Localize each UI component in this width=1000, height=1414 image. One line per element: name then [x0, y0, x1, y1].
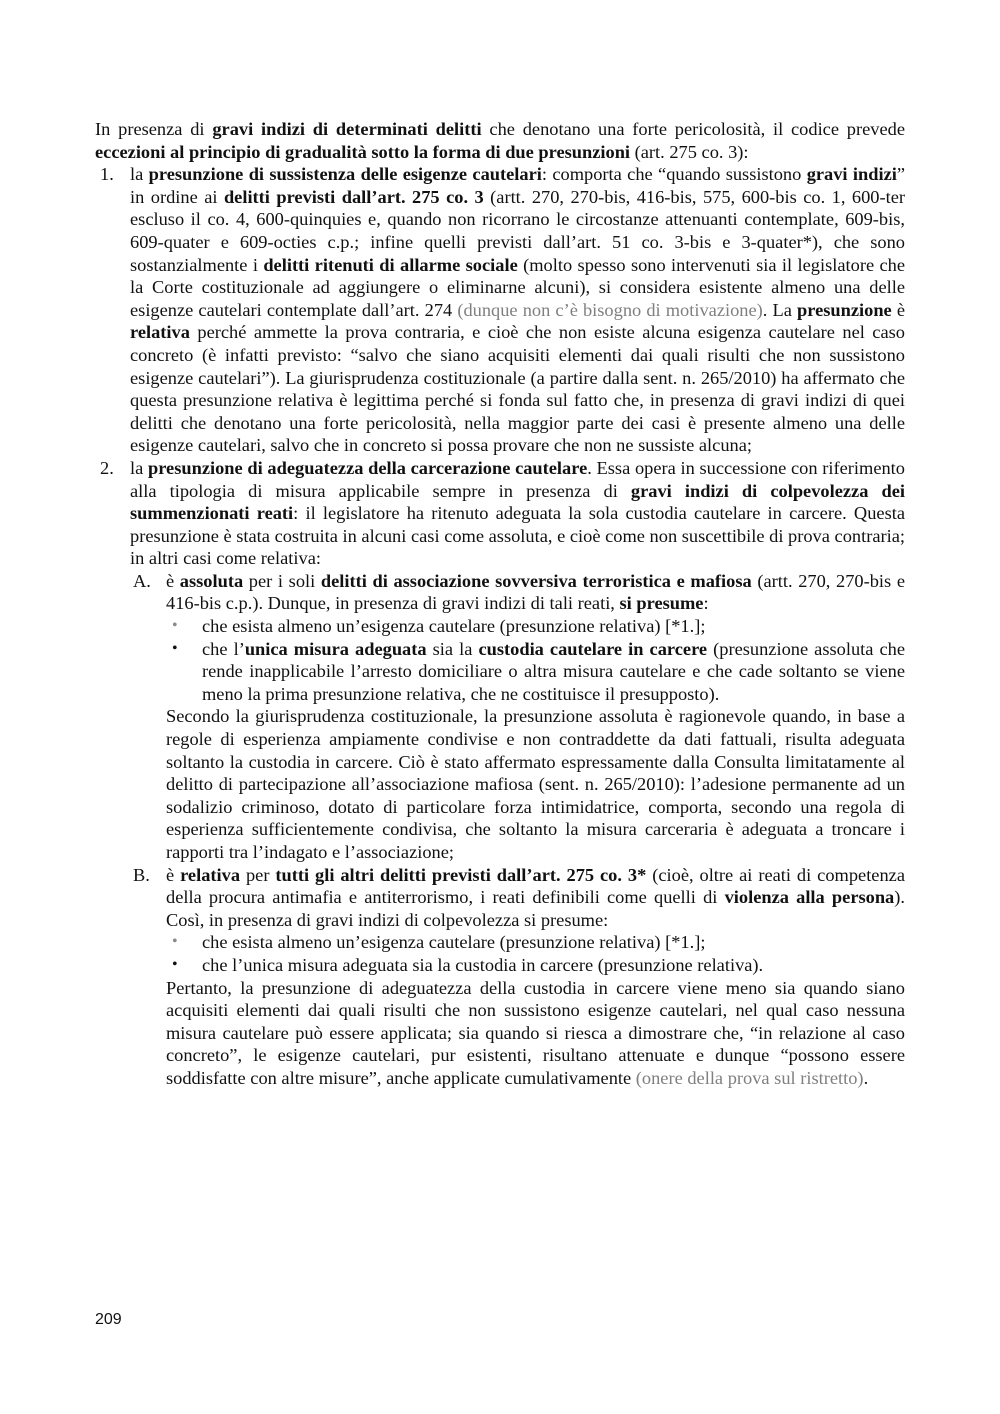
bold-text-run: presunzione di adeguatezza della carcerazione cautelare	[147, 457, 588, 478]
intro-paragraph	[95, 118, 905, 163]
bold-text-run: gravi indizi	[806, 164, 897, 185]
text-run: perché ammette la prova contraria, e cioè che non esiste alcuna esigenza cautelare nel caso concreto (è infatti previsto: “salvo che siano acquisiti elementi dai quali risulti che non sussistono esigenze cautelari”). La giurisprudenza costituzionale (a partire dalla sent. n. 265/2010) ha affermato che questa presunzione relativa è legittima perché si fonda sul fatto che, in presenza di gravi indizi di quei delitti che denotano una forte pericolosità, nella maggior parte dei casi è presente almeno una delle esigenze cautelari, salvo che in concreto si possa provare che non ne sussiste alcuna;	[130, 322, 905, 456]
bold-text-run: gravi indizi di colpevolezza dei summenzionati reati	[130, 480, 905, 524]
text-run: ). Così, in presenza di gravi indizi di colpevolezza si presume:	[166, 887, 905, 930]
gray-text-run: (dunque non c’è bisogno di motivazione)	[457, 299, 763, 320]
bold-text-run: custodia cautelare in carcere	[478, 638, 708, 659]
text-run: (molto spesso sono intervenuti sia il legislatore che la Corte costituzionale ad aggiungere o eliminarne alcuni), si considera esistente almeno una delle esigenze cautelari contemplate dall’art. 274	[130, 254, 906, 320]
bullet-item	[166, 954, 905, 977]
sub-item-b	[130, 864, 905, 1090]
bold-text-run: si presume	[619, 593, 704, 614]
bold-text-run: unica misura adeguata	[244, 638, 427, 659]
bold-text-run: delitti previsti dall’art. 275 co. 3	[223, 186, 484, 207]
text-run: (artt. 270, 270-bis, 416-bis, 575, 600-bis co. 1, 600-ter escluso il co. 4, 600-quinquies e, quando non ricorrano le circostanze attenuanti contemplate, 609-bis, 609-quater e 609-octies c.p.; infine quelli previsti dall’art. 51 co. 3-bis e 3-quater*), che sono sostanzialmente i	[130, 186, 905, 275]
bullet-item	[166, 615, 905, 638]
list-marker: 2.	[100, 457, 114, 478]
text-run: per i soli	[243, 570, 321, 591]
list-item-2	[95, 457, 905, 1090]
text-run: è	[166, 570, 180, 591]
text-run: .	[863, 1067, 869, 1088]
bold-text-run: assoluta	[179, 570, 244, 591]
bullet-text	[202, 954, 905, 977]
text-run: ” in ordine ai	[130, 164, 906, 207]
bold-text-run: delitti di associazione sovversiva terroristica e mafiosa	[320, 570, 752, 591]
bold-text-run: violenza alla persona	[724, 887, 895, 908]
document-body	[95, 118, 905, 1090]
text-run: è	[891, 299, 905, 320]
text-run: che esista almeno un’esigenza cautelare (presunzione relativa) [*1.];	[202, 616, 706, 637]
text-run: (presunzione assoluta che rende inapplicabile l’arresto domiciliare o altra misura cautelare e che cade soltanto se viene meno la prima presunzione relativa, che ne costituisce il presupposto).	[202, 638, 906, 704]
list-marker: 1.	[100, 164, 114, 185]
gray-text-run: (onere della prova sul ristretto)	[635, 1067, 864, 1088]
text-run: : il legislatore ha ritenuto adeguata la sola custodia cautelare in carcere. Questa presunzione è stata costruita in alcuni casi come assoluta, e cioè come non suscettibile di prova contraria; in altri casi come relativa:	[130, 503, 905, 569]
text-run: la	[130, 164, 149, 185]
bold-text-run: presunzione	[797, 299, 892, 320]
text-run: per	[240, 864, 276, 885]
bold-text-run: relativa	[180, 864, 241, 885]
text-run: è	[166, 864, 181, 885]
text-run: (art. 275 co. 3):	[630, 141, 749, 162]
bold-text-run: presunzione di sussistenza delle esigenze cautelari	[148, 164, 542, 185]
text-run: che esista almeno un’esigenza cautelare (presunzione relativa) [*1.];	[202, 932, 706, 953]
list-item-text	[130, 457, 905, 570]
bullet-icon: •	[172, 955, 178, 973]
bullet-text	[202, 638, 905, 706]
sub-item-paragraph	[166, 977, 905, 1090]
text-run: . La	[762, 299, 798, 320]
list-item-1	[95, 163, 905, 457]
bullet-item	[166, 931, 905, 954]
text-run: . Essa opera in successione con riferimento alla tipologia di misura applicabile sempre in presenza di	[130, 457, 905, 501]
text-run: :	[703, 593, 709, 614]
list-item-text	[130, 163, 905, 457]
page-number: 209	[95, 1311, 122, 1328]
bullet-icon: •	[172, 617, 178, 635]
bullet-text	[202, 615, 905, 638]
bold-text-run: relativa	[130, 322, 190, 343]
bold-text-run: delitti ritenuti di allarme sociale	[263, 254, 518, 275]
sub-marker: B.	[133, 864, 150, 885]
bold-text-run: gravi indizi di determinati delitti	[212, 119, 482, 139]
sub-item-paragraph	[166, 705, 905, 863]
text-run: che l’	[202, 638, 245, 659]
bold-text-run: eccezioni al principio di gradualità sotto la forma di due presunzioni	[95, 141, 631, 162]
bullet-icon: •	[172, 639, 178, 657]
text-run: Pertanto, la presunzione di adeguatezza della custodia in carcere viene meno sia quando siano acquisiti elementi dai quali risulti che non sussistono esigenze cautelari, nel qual caso nessuna misura cautelare può essere applicata; sia quando si riesca a dimostrare che, “in relazione al caso concreto”, le esigenze cautelari, pur esistenti, risultano attenuate e dunque “possono essere soddisfatte con altre misure”, anche applicate cumulativamente	[166, 977, 905, 1088]
bullet-item	[166, 638, 905, 706]
text-run: che denotano una forte pericolosità, il codice prevede	[481, 119, 906, 139]
sub-item-text	[166, 570, 905, 615]
bullet-icon: •	[172, 933, 178, 951]
text-run: sia la	[426, 638, 479, 659]
text-run: Secondo la giurisprudenza costituzionale, la presunzione assoluta è ragionevole quando, in base a regole di esperienza ampiamente condivise e non contraddette da dati fattuali, risulta adeguata soltanto la custodia in carcere. Ciò è stato affermato espressamente dalla Consulta limitatamente al delitto di partecipazione all’associazione mafiosa (sent. n. 265/2010): l’adesione permanente ad un sodalizio criminoso, dotato di particolare forza intimidatrice, comporta, secondo una regola di esperienza sufficientemente condivisa, che soltanto la misura carceraria è adeguata a troncare i rapporti tra l’indagato e l’associazione;	[166, 706, 905, 862]
text-run: la	[130, 457, 148, 478]
bullet-text	[202, 931, 905, 954]
sub-item-text	[166, 864, 905, 932]
text-run: : comporta che “quando sussistono	[541, 164, 807, 185]
text-run: (artt. 270, 270-bis e 416-bis c.p.). Dunque, in presenza di gravi indizi di tali reati,	[166, 570, 905, 614]
bold-text-run: tutti gli altri delitti previsti dall’art. 275 co. 3*	[275, 864, 647, 885]
sub-marker: A.	[133, 570, 151, 591]
text-run: (cioè, oltre ai reati di competenza della procura antimafia e antiterrorismo, i reati definibili come quelli di	[166, 864, 905, 908]
text-run: che l’unica misura adeguata sia la custodia in carcere (presunzione relativa).	[202, 954, 764, 975]
sub-item-a	[130, 570, 905, 864]
text-run: In presenza di	[95, 119, 213, 139]
